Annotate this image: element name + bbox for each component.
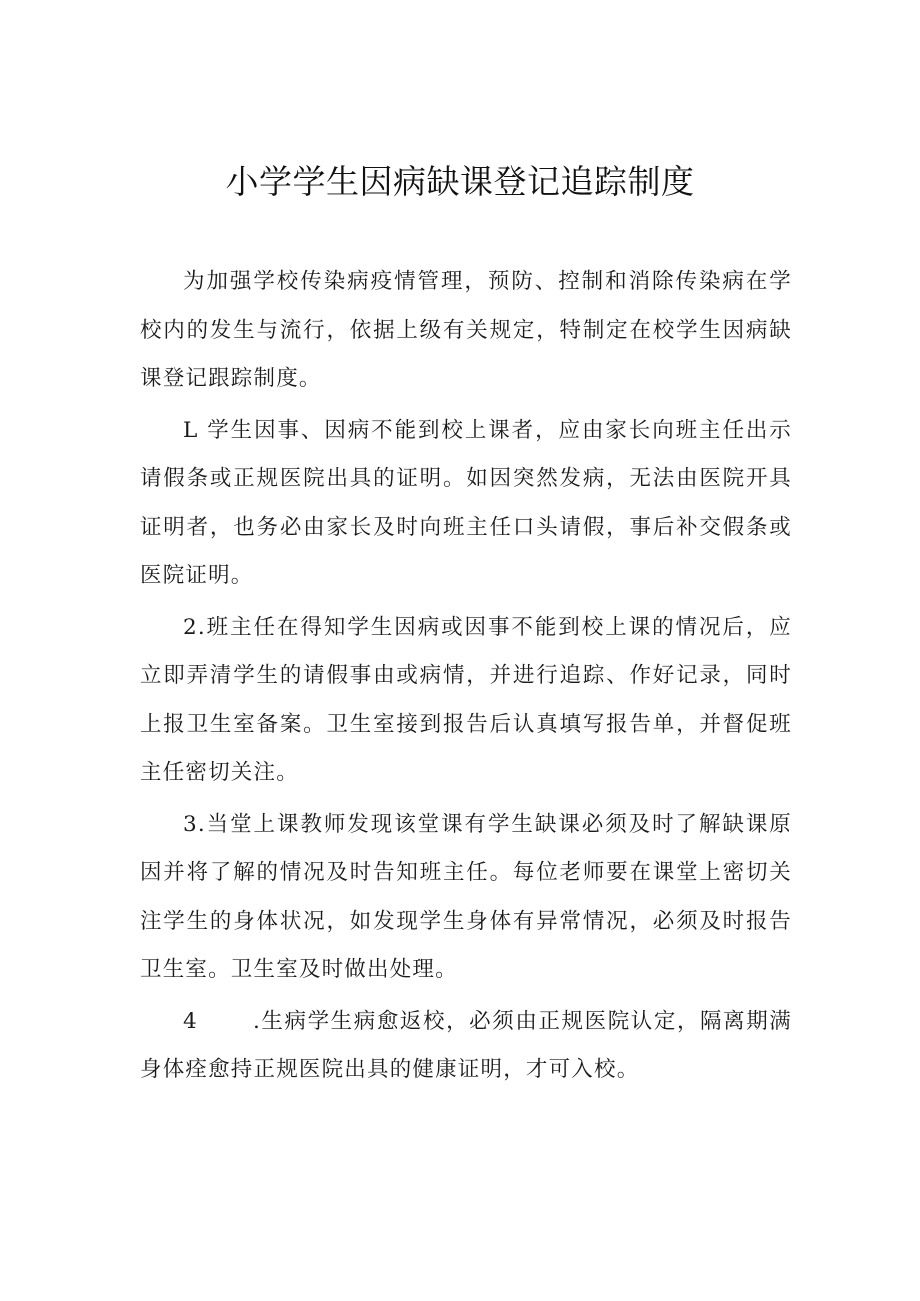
paragraph-item-2	[140, 604, 792, 798]
document-body	[140, 258, 792, 1098]
paragraph-number: 3	[183, 811, 198, 837]
paragraph-item-4	[140, 998, 792, 1095]
paragraph-item-3	[140, 801, 792, 995]
document-title: 小学学生因病缺课登记追踪制度	[225, 162, 695, 201]
paragraph-number: 4	[183, 1008, 198, 1034]
paragraph-text: .当堂上课教师发现该堂课有学生缺课必须及时了解缺课原因并将了解的情况及时告知班主任。每位老师要在课堂上密切关注学生的身体状况，如发现学生身体有异常情况，必须及时报告卫生室。卫生室及时做出处理。	[140, 811, 792, 982]
paragraph-text: .生病学生病愈返校，必须由正规医院认定，隔离期满身体痊愈持正规医院出具的健康证明，才可入校。	[140, 1008, 792, 1082]
paragraph-text: 为加强学校传染病疫情管理，预防、控制和消除传染病在学校内的发生与流行，依据上级有关规定，特制定在校学生因病缺课登记跟踪制度。	[140, 269, 792, 391]
paragraph-text: 学生因事、因病不能到校上课者，应由家长向班主任出示请假条或正规医院出具的证明。如因突然发病，无法由医院开具证明者，也务必由家长及时向班主任口头请假，事后补交假条或医院证明。	[140, 417, 792, 588]
paragraph-number: L	[183, 417, 199, 443]
paragraph-intro	[140, 258, 792, 404]
paragraph-number: 2	[183, 614, 198, 640]
paragraph-item-1	[140, 407, 792, 601]
paragraph-text: .班主任在得知学生因病或因事不能到校上课的情况后，应立即弄清学生的请假事由或病情，并进行追踪、作好记录，同时上报卫生室备案。卫生室接到报告后认真填写报告单，并督促班主任密切关注。	[140, 614, 792, 785]
